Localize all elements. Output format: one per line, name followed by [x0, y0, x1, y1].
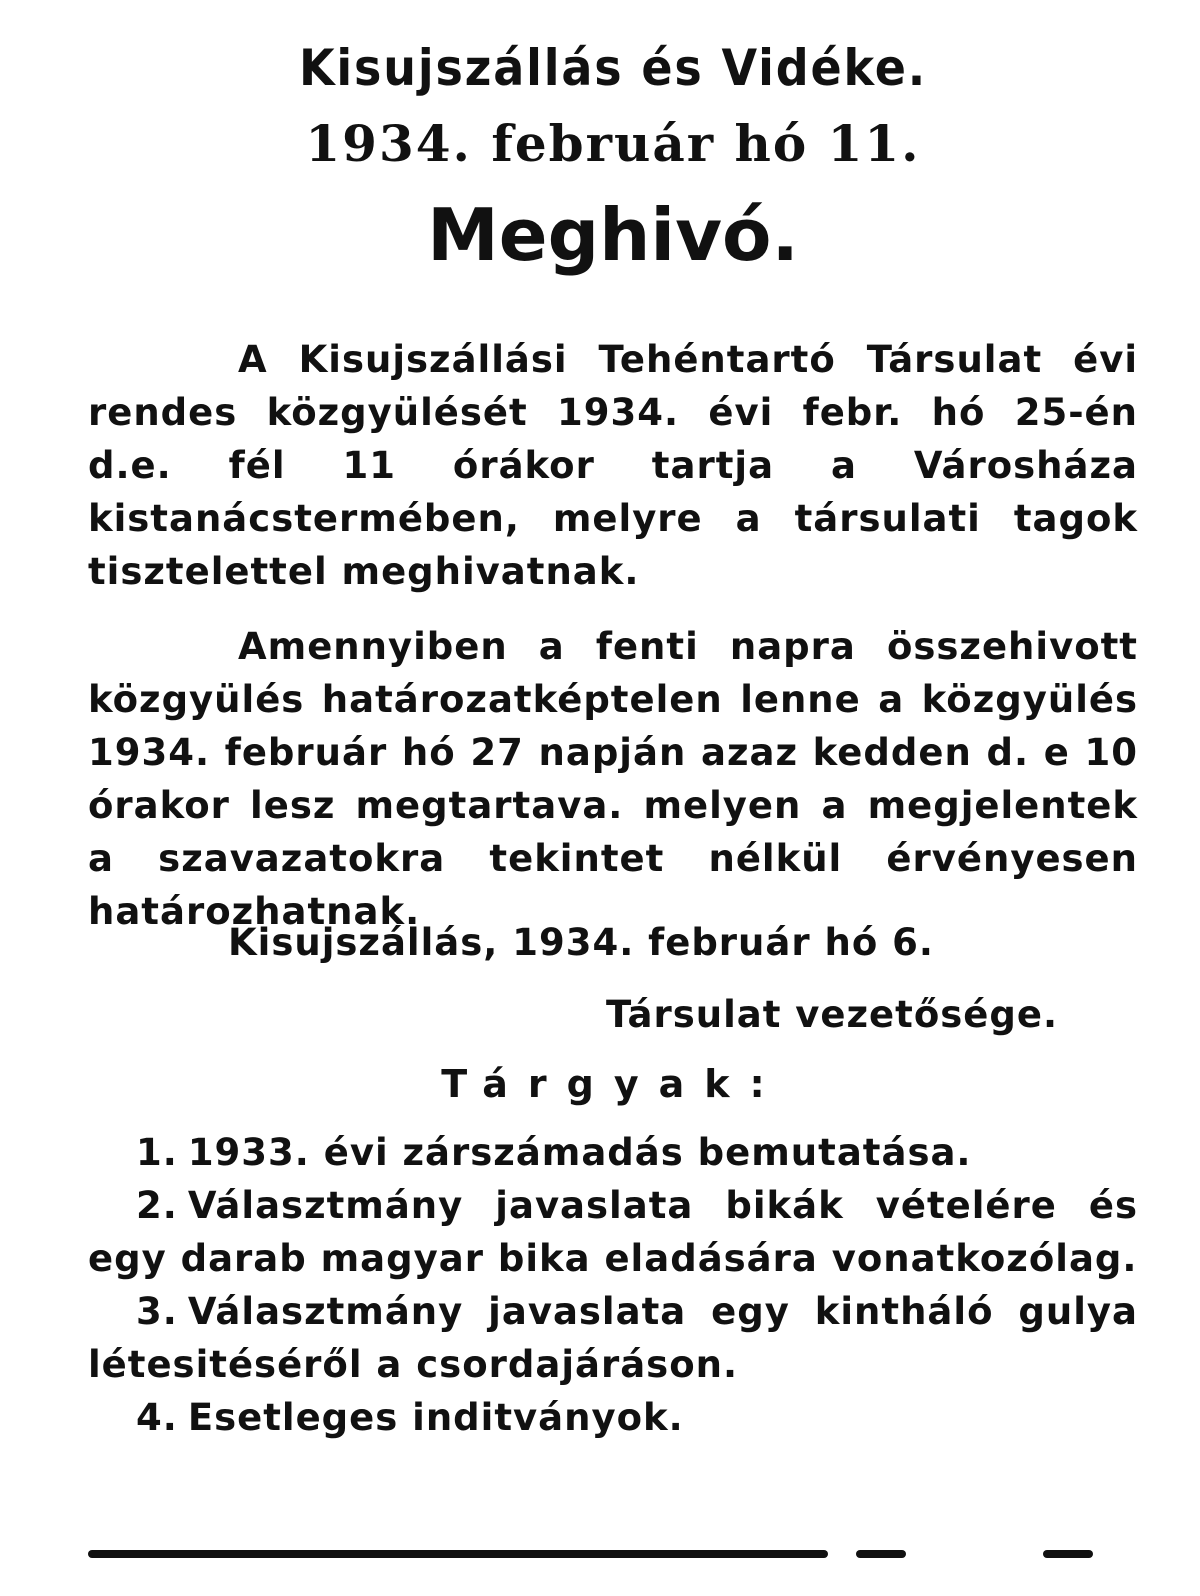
- agenda-list: [88, 1126, 1138, 1444]
- agenda-item-text: Választmány javaslata bikák vételére és egy darab magyar bika eladására vonatkozólag.: [88, 1184, 1138, 1280]
- closing-rule-dash: [856, 1550, 906, 1558]
- agenda-item: [88, 1285, 1138, 1391]
- agenda-heading: Tárgyak:: [441, 1062, 785, 1106]
- agenda-item-number: 4.: [136, 1396, 178, 1439]
- closing-rule: [88, 1550, 828, 1558]
- newspaper-clipping: [88, 28, 1138, 1568]
- notice-paragraph-1: A Kisujszállási Tehéntartó Társulat évi rendes közgyülését 1934. évi febr. hó 25-én d.e. fél 11 órákor tartja a Városháza kistanácstermében, melyre a társulati tagok tisztelettel meghivatnak.: [88, 338, 1138, 593]
- agenda-item: [88, 1179, 1138, 1285]
- notice-paragraph-2: Amennyiben a fenti napra összehivott közgyülés határozatképtelen lenne a közgyülés 1934. február hó 27 napján azaz kedden d. e 10 órakor lesz megtartava. melyen a megjelentek a szavazatokra tekintet nélkül érvényesen határozhatnak.: [88, 625, 1138, 933]
- agenda-item: [88, 1391, 1138, 1444]
- notice-title: Meghivó.: [427, 193, 799, 277]
- masthead: Kisujszállás és Vidéke.: [298, 39, 928, 97]
- agenda-item-number: 3.: [136, 1290, 178, 1333]
- agenda-item-text: 1933. évi zárszámadás bemutatása.: [187, 1131, 972, 1174]
- place-and-date: Kisujszállás, 1934. február hó 6.: [228, 921, 934, 964]
- issue-date: 1934. február hó 11.: [305, 114, 921, 173]
- signature: Társulat vezetősége.: [606, 993, 1058, 1036]
- agenda-item-text: Választmány javaslata egy kintháló gulya létesitéséről a csordajáráson.: [88, 1290, 1138, 1386]
- closing-rule-dash: [1043, 1550, 1093, 1558]
- agenda-item-number: 2.: [136, 1184, 178, 1227]
- agenda-item: [88, 1126, 1138, 1179]
- agenda-item-number: 1.: [136, 1131, 178, 1174]
- agenda-item-text: Esetleges inditványok.: [187, 1396, 684, 1439]
